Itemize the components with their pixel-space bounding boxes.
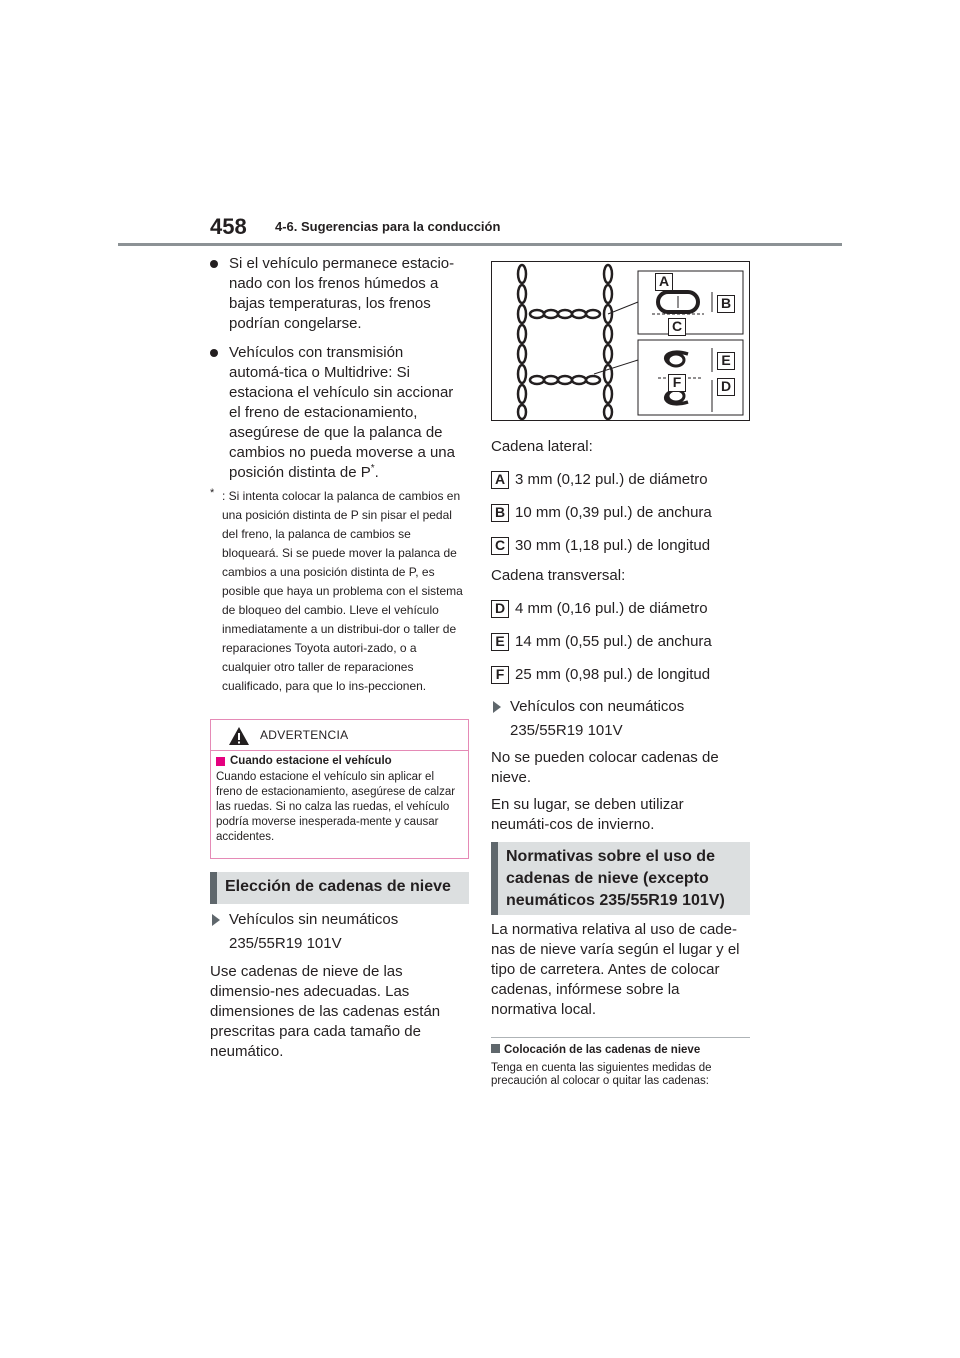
subsection-rule [491, 1037, 750, 1038]
tri-item-with-tires [491, 697, 750, 741]
diagram-label-d: D [717, 378, 735, 396]
heading-line1: Normativas sobre el uso de [506, 848, 715, 865]
spec-row-e [491, 632, 750, 652]
square-bullet-icon [491, 1044, 500, 1053]
subsection-title [491, 1044, 700, 1056]
section-title: 4-6. Sugerencias para la conducción [275, 219, 501, 234]
paragraph-regulations: La normativa relativa al uso de cade-nas de nieve varía según el lugar y el tipo de carretera. Antes de colocar cadenas, infórmese sobre la normativa local. [491, 921, 740, 1018]
spec-text: 14 mm (0,55 pul.) de anchura [515, 633, 712, 650]
spec-text: 4 mm (0,16 pul.) de diámetro [515, 600, 708, 617]
paragraph-no-chains: No se pueden colocar cadenas de nieve. [491, 749, 719, 786]
warning-body [211, 751, 468, 845]
footnote-ref: * [370, 463, 375, 474]
right-column [491, 437, 750, 835]
key-f: F [491, 666, 509, 684]
diagram-label-f: F [668, 374, 686, 392]
bullet-text-end: . [374, 464, 379, 481]
tri-item-line2: 235/55R19 101V [510, 722, 623, 739]
heading-snow-chains [210, 872, 469, 904]
page-number: 458 [210, 214, 247, 239]
footnote-text: : Si intenta colocar la palanca de cambios en una posición distinta de P sin pisar el pedal del freno, la palanca de cambios se bloqueará. Si se puede mover la palanca de cambios a una posición distinta de P, es posible que haya un problema con el sistema de bloqueo del cambio. Lleve el vehículo inmediatamente a un distribui-dor o taller de reparaciones Toyota autori-zado, o a cualquier otro taller de reparaciones cualificado, para que lo ins-peccionen. [222, 489, 463, 693]
tri-item-line2: 235/55R19 101V [229, 935, 342, 952]
tri-item-without-tires [210, 910, 468, 954]
heading-text: Elección de cadenas de nieve [225, 878, 451, 895]
chain-illustration [492, 262, 749, 420]
spec-row-f [491, 665, 750, 685]
bullet-text: Si el vehículo permanece estacio-nado con los frenos húmedos a bajas temperaturas, los frenos podrían congelarse. [229, 255, 455, 332]
warning-text: Cuando estacione el vehículo sin aplicar el freno de estacionamiento, asegúrese de calzar las ruedas. Si no calza las ruedas, el vehículo podría moverse inesperada-mente y causar accidentes. [216, 771, 456, 843]
warning-title: ADVERTENCIA [260, 728, 349, 742]
bullet-dot-icon [210, 349, 218, 357]
left-lower [210, 910, 468, 1062]
triangle-bullet-icon [493, 701, 501, 713]
warning-subtitle [216, 754, 463, 769]
bullet-transmission [210, 343, 460, 483]
spec-row-c [491, 536, 750, 556]
key-b: B [491, 504, 509, 522]
subsection-body: Tenga en cuenta las siguientes medidas de precaución al colocar o quitar las cadenas: [491, 1062, 712, 1087]
subsection-title-text: Colocación de las cadenas de nieve [504, 1044, 701, 1056]
heading-line3: neumáticos 235/55R19 101V) [506, 892, 725, 909]
paragraph-dimensions: Use cadenas de nieve de las dimensio-nes adecuadas. Las dimensiones de las cadenas están prescritas para cada tamaño de neumático. [210, 963, 441, 1060]
key-a: A [491, 471, 509, 489]
right-lower [491, 920, 750, 1020]
tri-item-line1: Vehículos sin neumáticos [229, 911, 399, 928]
warning-triangle-icon [228, 726, 250, 746]
bullet-text: Vehículos con transmisión automá-tica o Multidrive: Si estaciona el vehículo sin accionar el freno de estacionamiento, asegúrese de que la palanca de cambios no pueda moverse a una posición distinta de P [229, 344, 455, 481]
heading-regulations [491, 842, 750, 915]
diagram-label-c: C [668, 318, 686, 336]
triangle-bullet-icon [212, 914, 220, 926]
spec-row-d [491, 599, 750, 619]
side-chain-label: Cadena lateral: [491, 438, 593, 455]
bullet-wet-brakes [210, 254, 458, 334]
footnote [210, 487, 466, 696]
warning-subtitle-text: Cuando estacione el vehículo [230, 755, 392, 767]
key-d: D [491, 600, 509, 618]
key-c: C [491, 537, 509, 555]
bullet-dot-icon [210, 260, 218, 268]
spec-row-b [491, 503, 750, 523]
diagram-label-a: A [655, 273, 673, 291]
footnote-mark: * [210, 487, 215, 499]
snow-chain-diagram [491, 261, 750, 421]
spec-text: 30 mm (1,18 pul.) de longitud [515, 537, 711, 554]
spec-text: 25 mm (0,98 pul.) de longitud [515, 666, 711, 683]
warning-header [211, 720, 468, 751]
key-e: E [491, 633, 509, 651]
spec-text: 3 mm (0,12 pul.) de diámetro [515, 471, 708, 488]
warning-box [210, 719, 469, 859]
diagram-label-e: E [717, 352, 735, 370]
spec-text: 10 mm (0,39 pul.) de anchura [515, 504, 712, 521]
spec-row-a [491, 470, 750, 490]
heading-line2: cadenas de nieve (excepto [506, 870, 709, 887]
cross-chain-label: Cadena transversal: [491, 567, 626, 584]
tri-item-line1: Vehículos con neumáticos [510, 698, 685, 715]
paragraph-winter-tires: En su lugar, se deben utilizar neumáti-cos de invierno. [491, 796, 684, 833]
square-bullet-icon [216, 757, 225, 766]
diagram-label-b: B [717, 295, 735, 313]
left-column [210, 254, 468, 696]
header-rule [118, 243, 842, 246]
